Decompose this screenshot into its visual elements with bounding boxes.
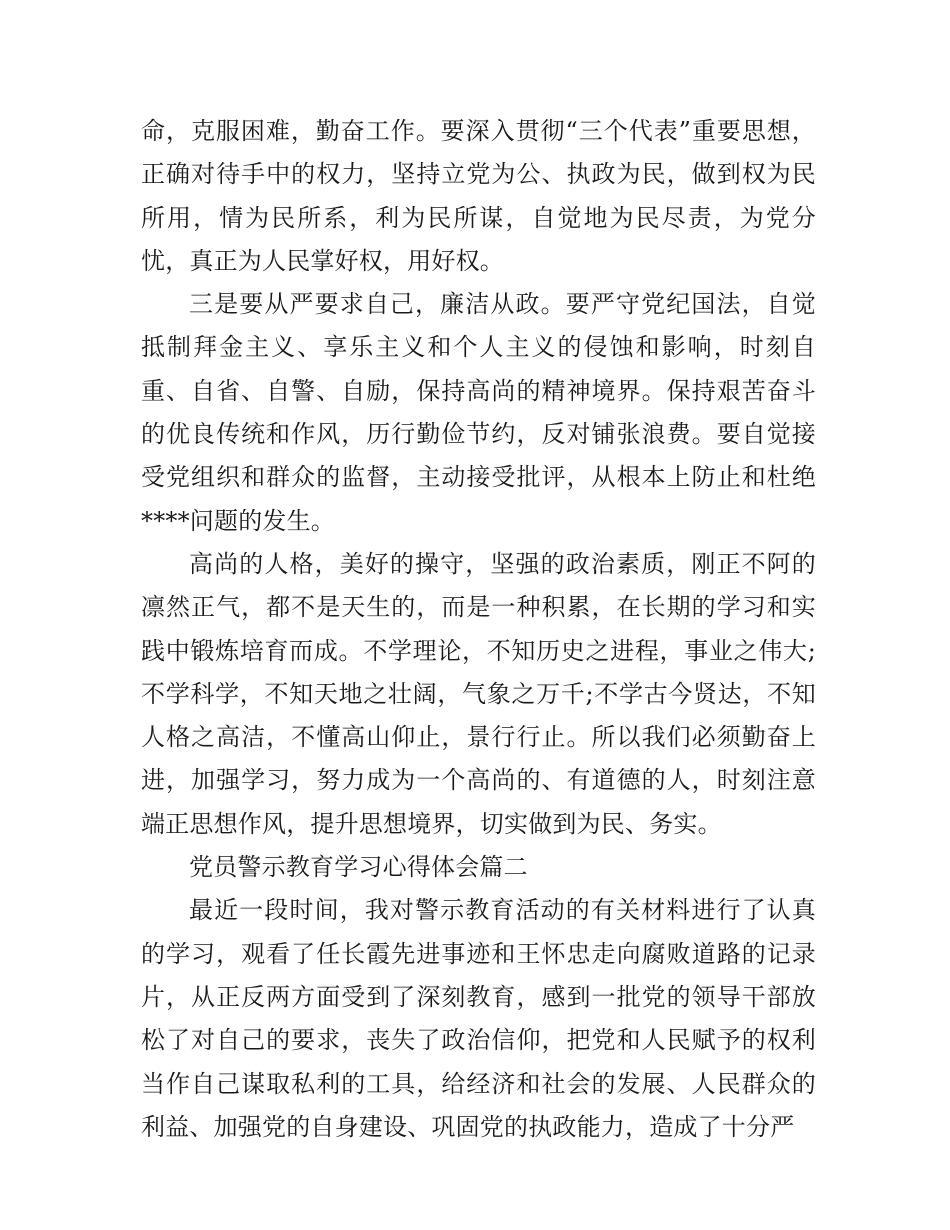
paragraph-character: 高尚的人格，美好的操守，坚强的政治素质，刚正不阿的凛然正气，都不是天生的，而是一种积累，在长期的学习和实践中锻炼培育而成。不学理论，不知历史之进程，事业之伟大;不学科学，不知天地之壮阔，气象之万千;不学古今贤达，不知人格之高洁，不懂高山仰止，景行行止。所以我们必须勤奋上进，加强学习，努力成为一个高尚的、有道德的人，时刻注意端正思想作风，提升思想境界，切实做到为民、务实。 <box>141 549 816 838</box>
paragraph-self-discipline: 三是要从严要求自己，廉洁从政。要严守党纪国法，自觉抵制拜金主义、享乐主义和个人主义的侵蚀和影响，时刻自重、自省、自警、自励，保持高尚的精神境界。保持艰苦奋斗的优良传统和作风，历行勤俭节约，反对铺张浪费。要自觉接受党组织和群众的监督，主动接受批评，从根本上防止和杜绝****问题的发生。 <box>141 290 816 535</box>
paragraph-continuation: 命，克服困难，勤奋工作。要深入贯彻“三个代表”重要思想，正确对待手中的权力，坚持立党为公、执政为民，做到权为民所用，情为民所系，利为民所谋，自觉地为民尽责，为党分忧，真正为人民掌好权，用好权。 <box>141 117 816 275</box>
document-body <box>141 110 816 1149</box>
paragraph-study-reflection: 最近一段时间，我对警示教育活动的有关材料进行了认真的学习，观看了任长霞先进事迹和王怀忠走向腐败道路的记录片，从正反两方面受到了深刻教育，感到一批党的领导干部放松了对自己的要求，丧失了政治信仰，把党和人民赋予的权利当作自己谋取私利的工具，给经济和社会的发展、人民群众的利益、加强党的自身建设、巩固党的执政能力，造成了十分严 <box>141 896 816 1141</box>
section-heading: 党员警示教育学习心得体会篇二 <box>189 853 528 882</box>
